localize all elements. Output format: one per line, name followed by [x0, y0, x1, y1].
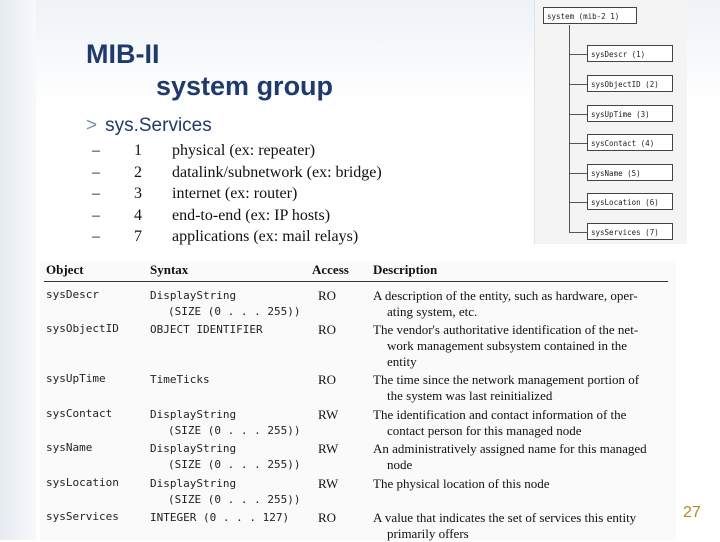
cell-description [373, 441, 665, 473]
cell-description [373, 510, 665, 542]
syntax-line: OBJECT IDENTIFIER [150, 323, 263, 336]
syntax-line: TimeTicks [150, 373, 210, 386]
cell-description [373, 407, 665, 439]
tree-node-syslocation: sysLocation (6) [587, 193, 673, 210]
service-text: datalink/subnetwork (ex: bridge) [172, 163, 382, 181]
tree-node-sysobjectid: sysObjectID (2) [587, 75, 673, 92]
cell-object: sysObjectID [46, 322, 119, 335]
cell-syntax [150, 322, 263, 338]
cell-description [373, 288, 665, 320]
service-number: 1 [134, 142, 142, 159]
tree-root-node: system (mib-2 1) [543, 7, 637, 24]
slide-title [86, 38, 333, 102]
service-item [92, 205, 382, 227]
cell-syntax [150, 476, 300, 508]
system-group-tree-diagram [534, 0, 687, 244]
dash-icon: – [92, 163, 100, 181]
column-header-syntax: Syntax [150, 262, 189, 277]
page-number: 27 [683, 504, 701, 521]
cell-description [373, 476, 665, 492]
service-text: internet (ex: router) [172, 185, 298, 202]
syntax-line: DisplayString [150, 289, 237, 302]
cell-object: sysUpTime [46, 372, 106, 385]
column-header-access: Access [312, 262, 349, 277]
cell-description [373, 372, 665, 404]
tree-branch-line [569, 143, 587, 144]
service-number: 4 [134, 206, 142, 224]
column-header-object: Object [46, 262, 84, 277]
header-divider [44, 281, 668, 282]
syntax-line: DisplayString [150, 442, 237, 455]
cell-object: sysContact [46, 407, 113, 420]
tree-branch-line [569, 173, 587, 174]
cell-object: sysName [46, 441, 93, 454]
service-item [92, 226, 382, 248]
cell-object: sysDescr [46, 288, 99, 301]
cell-syntax [150, 441, 300, 473]
cell-syntax [150, 407, 300, 439]
column-header-description: Description [373, 262, 438, 277]
description-line: A value that indicates the set of services this entity [373, 510, 637, 525]
syntax-line: (SIZE (0 . . . 255)) [168, 493, 301, 506]
syntax-line: (SIZE (0 . . . 255)) [168, 458, 301, 471]
services-list [92, 140, 382, 248]
cell-access: RW [318, 476, 339, 491]
description-line: node [387, 457, 413, 472]
tree-node-syscontact: sysContact (4) [587, 134, 673, 151]
title-line-2: system group [156, 71, 334, 101]
tree-node-sysdescr: sysDescr (1) [587, 45, 673, 62]
cell-access: RW [318, 407, 339, 422]
syntax-line: (SIZE (0 . . . 255)) [168, 305, 301, 318]
description-line: The identification and contact information of the [373, 407, 627, 422]
description-line: The vendor's authoritative identification of the net- [373, 322, 639, 337]
description-line: contact person for this managed node [387, 423, 582, 438]
service-number: 7 [134, 228, 142, 245]
cell-access: RO [318, 510, 337, 525]
syntax-line: DisplayString [150, 477, 237, 490]
cell-access: RO [318, 288, 337, 303]
tree-node-sysuptime: sysUpTime (3) [587, 105, 673, 122]
description-line: The physical location of this node [373, 476, 550, 491]
cell-syntax [150, 510, 289, 526]
slide-side-strip [0, 0, 36, 540]
cell-object: sysServices [46, 510, 119, 523]
tree-branch-line [569, 232, 587, 233]
syntax-line: (SIZE (0 . . . 255)) [168, 424, 301, 437]
service-item [92, 140, 382, 162]
bullet-label: sys.Services [105, 115, 212, 136]
service-text: physical (ex: repeater) [172, 142, 316, 159]
tree-branch-line [569, 84, 587, 85]
cell-syntax [150, 288, 300, 320]
dash-icon: – [92, 206, 100, 224]
description-line: The time since the network management portion of [373, 372, 640, 387]
description-line: An administratively assigned name for this managed [373, 441, 647, 456]
syntax-line: DisplayString [150, 408, 237, 421]
service-number: 3 [134, 185, 142, 202]
service-text: applications (ex: mail relays) [172, 228, 359, 245]
bullet-arrow-icon: > [86, 115, 98, 136]
description-line: entity [387, 354, 417, 369]
dash-icon: – [92, 228, 100, 245]
dash-icon: – [92, 185, 100, 202]
description-line: A description of the entity, such as hardware, oper- [373, 288, 638, 303]
description-line: primarily offers [387, 526, 469, 541]
tree-branch-line [569, 202, 587, 203]
cell-access: RW [318, 441, 339, 456]
tree-branch-line [569, 54, 587, 55]
description-line: work management subsystem contained in the [387, 338, 628, 353]
tree-branch-line [569, 114, 587, 115]
service-item [92, 183, 382, 205]
bullet-sysservices [86, 115, 212, 137]
cell-syntax [150, 372, 210, 388]
service-text: end-to-end (ex: IP hosts) [172, 206, 331, 224]
cell-object: sysLocation [46, 476, 119, 489]
syntax-line: INTEGER (0 . . . 127) [150, 511, 290, 524]
cell-description [373, 322, 665, 370]
description-line: ating system, etc. [387, 304, 478, 319]
tree-node-sysservices: sysServices (7) [587, 223, 673, 240]
tree-node-sysname: sysName (5) [587, 164, 673, 181]
cell-access: RO [318, 322, 337, 337]
system-group-table [40, 262, 676, 540]
dash-icon: – [92, 142, 100, 159]
title-line-1: MIB-II [86, 39, 160, 69]
service-number: 2 [134, 163, 142, 181]
cell-access: RO [318, 372, 337, 387]
description-line: the system was last reinitialized [387, 388, 553, 403]
service-item [92, 162, 382, 184]
